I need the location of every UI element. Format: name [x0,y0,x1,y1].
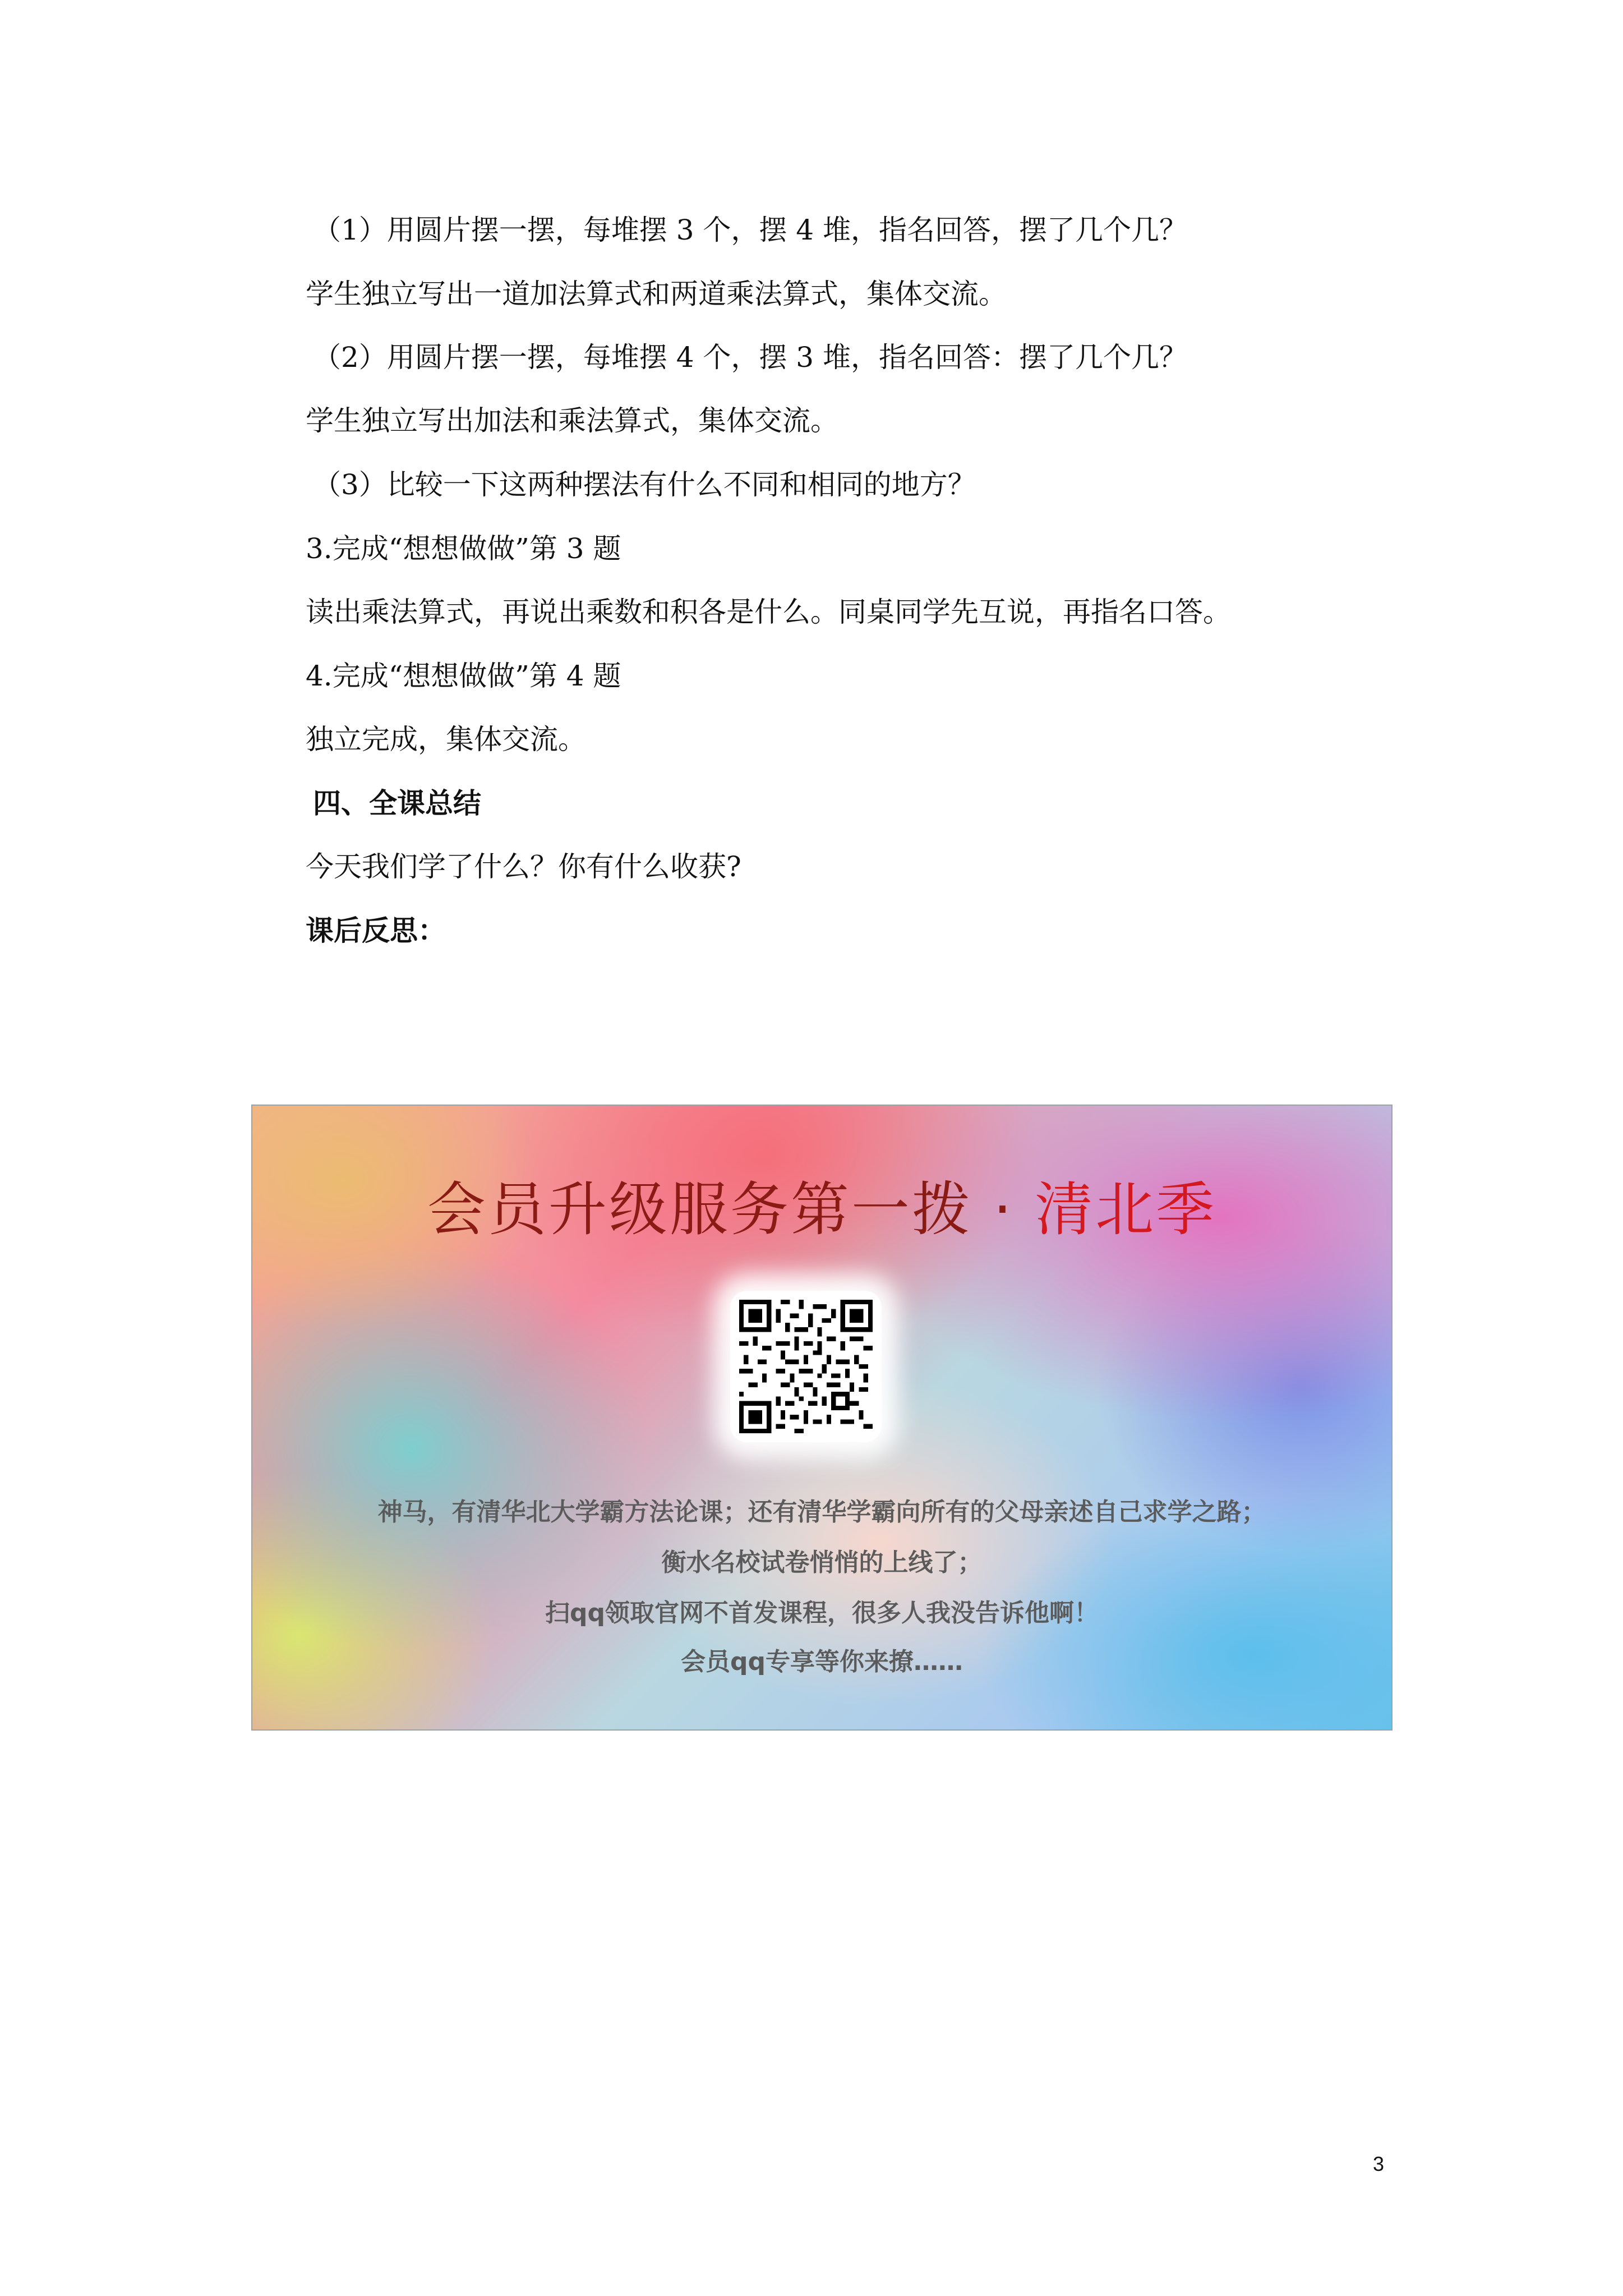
step-1-instruction: （1）用圆片摆一摆，每堆摆 3 个，摆 4 堆，指名回答，摆了几个几？ [313,214,1188,246]
exercise-4-heading: 4.完成“想想做做”第 4 题 [306,660,621,692]
banner-line-4: 会员qq专享等你来撩…… [681,1648,963,1676]
banner-title-main: 会员升级服务第一拨 · [427,1175,1035,1244]
exercise-3-activity: 读出乘法算式，再说出乘数和积各是什么。同桌同学先互说，再指名口答。 [306,596,1231,628]
banner-line-3: 扫qq领取官网不首发课程，很多人我没告诉他啊！ [545,1599,1099,1627]
step-2-instruction: （2）用圆片摆一摆，每堆摆 4 个，摆 3 堆，指名回答：摆了几个几？ [313,341,1188,374]
step-3-question: （3）比较一下这两种摆法有什么不同和相同的地方？ [313,468,976,501]
qr-code-icon[interactable] [739,1300,873,1433]
reflection-heading: 课后反思： [306,914,446,947]
banner-line-2: 衡水名校试卷悄悄的上线了； [661,1548,983,1577]
section-summary-heading: 四、全课总结 [313,786,481,820]
banner-title-accent: 清北季 [1035,1175,1217,1244]
step-1-activity: 学生独立写出一道加法算式和两道乘法算式，集体交流。 [306,278,1007,310]
page-number: 3 [1373,2152,1385,2175]
banner-line-1: 神马，有清华北大学霸方法论课；还有清华学霸向所有的父母亲述自己求学之路； [377,1498,1266,1526]
banner-title [252,1173,1391,1246]
step-2-activity: 学生独立写出加法和乘法算式，集体交流。 [306,404,838,437]
exercise-4-activity: 独立完成，集体交流。 [306,723,586,756]
exercise-3-heading: 3.完成“想想做做”第 3 题 [306,532,621,565]
promo-banner[interactable] [251,1105,1393,1731]
summary-question: 今天我们学了什么？你有什么收获? [306,850,741,883]
